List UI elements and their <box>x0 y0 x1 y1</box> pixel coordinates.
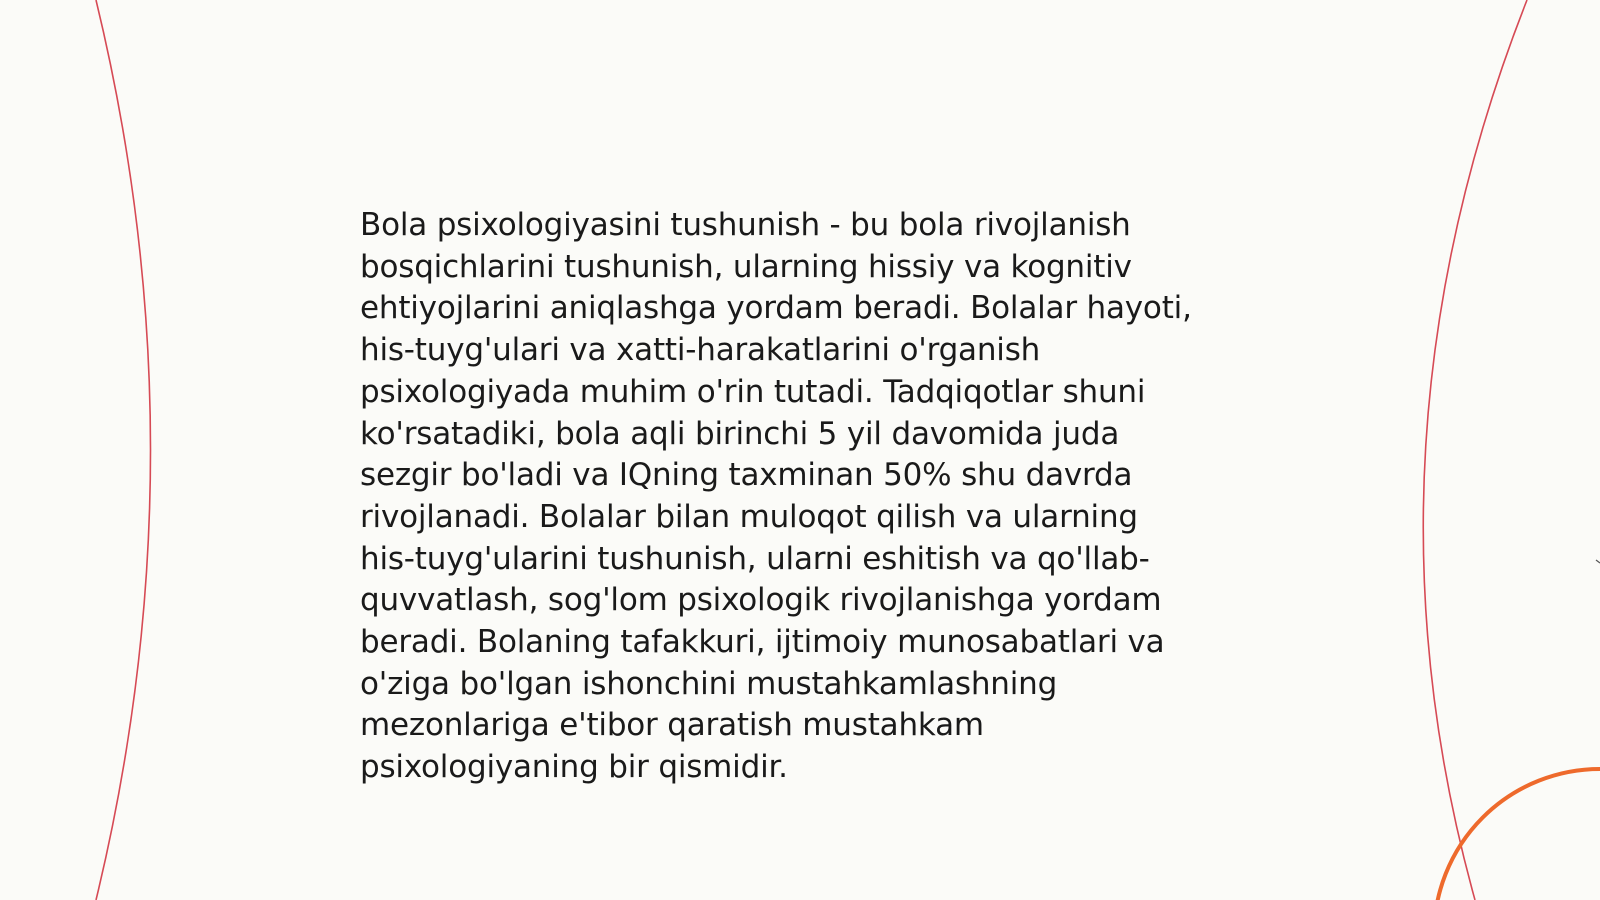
left-arc <box>96 0 151 900</box>
right-arc <box>1423 0 1527 900</box>
right-edge-tick <box>1596 560 1600 563</box>
bottom-right-circle-arc <box>1434 769 1600 900</box>
body-text: Bola psixologiyasini tushunish - bu bola rivojlanish bosqichlarini tushunish, ularning hissiy va kognitiv ehtiyojlarini aniqlashga yordam beradi. Bolalar hayoti, his-tuyg'ulari va xatti-harakatlarini o'rganish psixologiyada muhim o'rin tutadi. Tadqiqotlar shuni ko'rsatadiki, bola aqli birinchi 5 yil davomida juda sezgir bo'ladi va IQning taxminan 50% shu davrda rivojlanadi. Bolalar bilan muloqot qilish va ularning his-tuyg'ularini tushunish, ularni eshitish va qo'llab- quvvatlash, sog'lom psixologik rivojlanishga yordam beradi. Bolaning tafakkuri, ijtimoiy munosabatlari va o'ziga bo'lgan ishonchini mustahkamlashning mezonlariga e'tibor qaratish mustahkam psixologiyaning bir qismidir. <box>360 207 1192 786</box>
